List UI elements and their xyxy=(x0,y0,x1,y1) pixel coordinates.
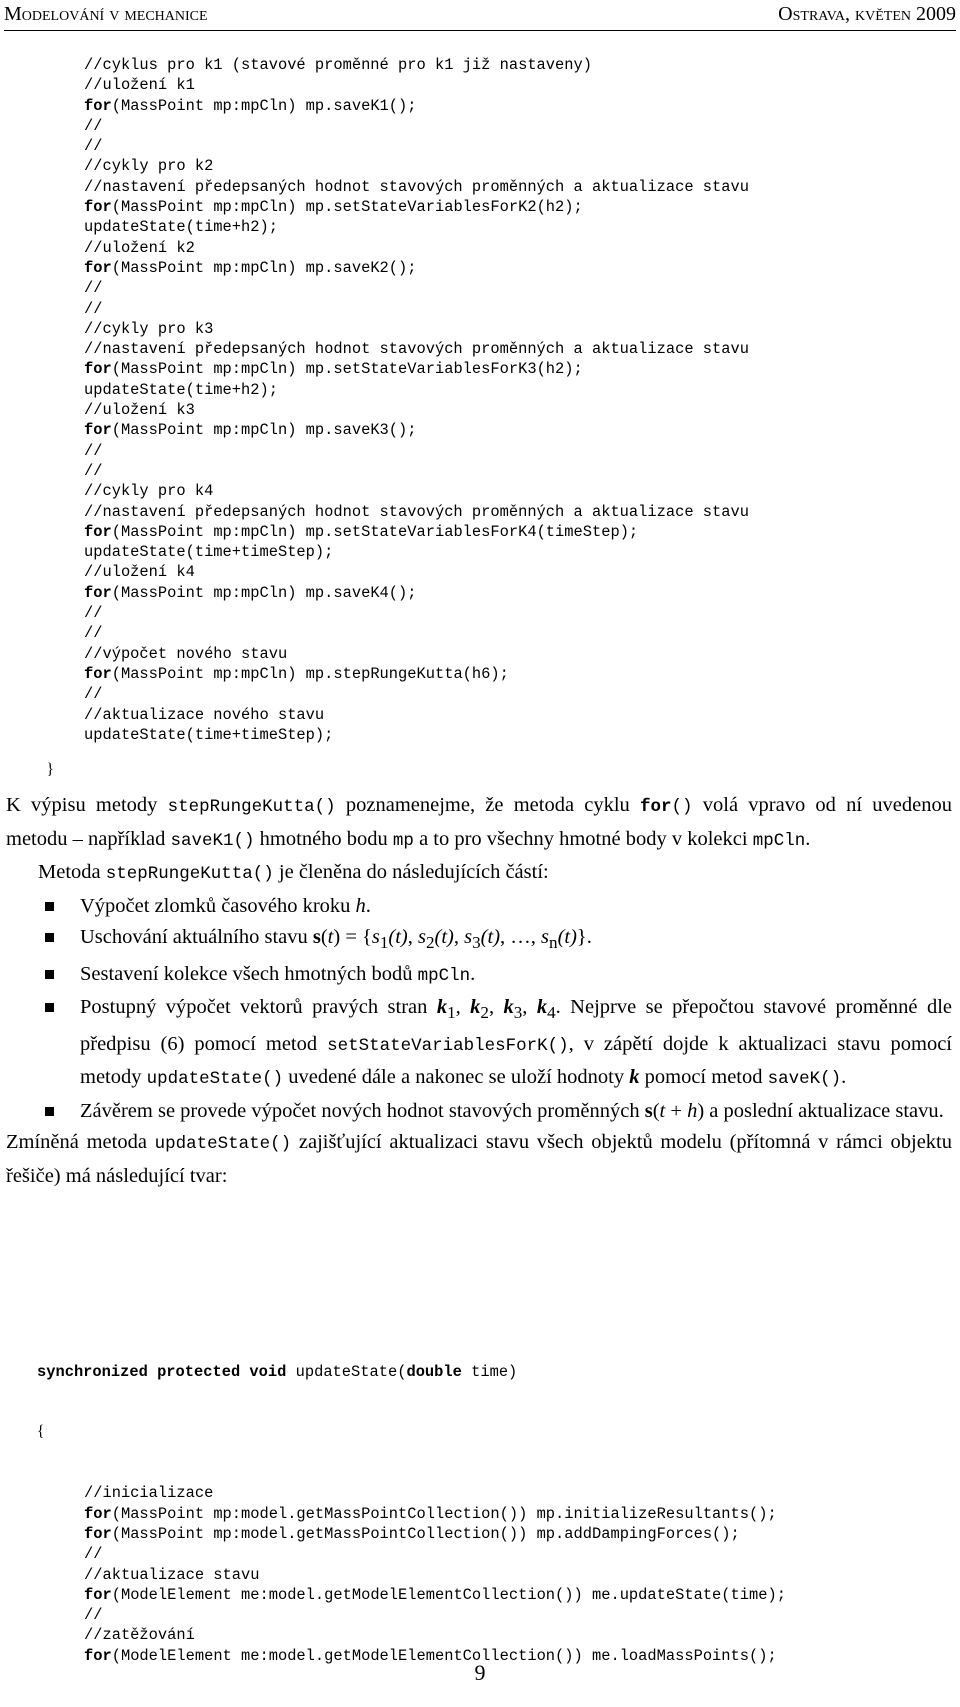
page-header xyxy=(4,0,956,31)
code-block-close-brace xyxy=(28,740,54,781)
bullet-item-3: Sestavení kolekce všech hmotných bodů mpCln. xyxy=(6,959,952,993)
code-line: //nastavení předepsaných hodnot stavových proměnných a aktualizace stavu xyxy=(84,177,749,196)
paragraph-3: Zmíněná metoda updateState() zajišťující aktualizaci stavu všech objektů modelu (přítomná v rámci objektu řešiče) má následující tvar: xyxy=(6,1131,952,1187)
code-line: //výpočet nového stavu xyxy=(84,644,288,663)
code-line: //aktualizace stavu xyxy=(84,1565,260,1584)
code-line: // xyxy=(84,685,103,704)
bullet-square-icon xyxy=(45,970,54,979)
code-line: //nastavení předepsaných hodnot stavových proměnných a aktualizace stavu xyxy=(84,502,749,521)
code-line: for(ModelElement me:model.getModelElementCollection()) me.updateState(time); xyxy=(84,1585,786,1604)
code-line: for(MassPoint mp:model.getMassPointCollection()) mp.addDampingForces(); xyxy=(84,1524,740,1543)
code-line: for(MassPoint mp:model.getMassPointCollection()) mp.initializeResultants(); xyxy=(84,1504,777,1523)
code-line: // xyxy=(84,604,103,623)
code-line: for(MassPoint mp:mpCln) mp.saveK4(); xyxy=(84,583,417,602)
inline-code: stepRungeKutta() xyxy=(167,797,336,817)
code-line: updateState(time+timeStep); xyxy=(84,543,334,562)
code-block-update-state xyxy=(37,1321,786,1686)
inline-code: saveK1() xyxy=(170,830,255,851)
code-line: for(MassPoint mp:mpCln) mp.saveK2(); xyxy=(84,258,417,277)
code-line: //cykly pro k2 xyxy=(84,157,214,176)
body-text xyxy=(6,790,952,1192)
code-line: //zatěžování xyxy=(84,1626,195,1645)
inline-code: setStateVariablesForK() xyxy=(327,1035,569,1056)
header-right: Ostrava, květen 2009 xyxy=(778,3,956,25)
code-line: for(MassPoint mp:mpCln) mp.setStateVariablesForK4(timeStep); xyxy=(84,522,639,541)
code-line: //aktualizace nového stavu xyxy=(84,705,325,724)
code-line: for(MassPoint mp:mpCln) mp.setStateVariablesForK3(h2); xyxy=(84,360,583,379)
page-number: 9 xyxy=(474,1660,486,1685)
code-line: for(ModelElement me:model.getModelElementCollection()) me.loadMassPoints(); xyxy=(84,1646,777,1665)
code-line: //inicializace xyxy=(84,1484,214,1503)
bullet-item-4: Postupný výpočet vektorů pravých stran $k_1$, $k_2$, $k_3$, $k_4$. Nejprve se přepočtou stavové proměnné dle předpisu (6) pomocí metod setStateVariablesForK(), v zápětí dojde k aktualizaci stavu pomocí metody updateState() uvedené dále a nakonec se uloží hodnoty k pomocí metod saveK(). xyxy=(6,992,952,1096)
header-left: Modelování v mechanice xyxy=(4,3,208,25)
bullet-square-icon xyxy=(45,1003,54,1012)
bullet-square-icon xyxy=(45,902,54,911)
code-line: //nastavení předepsaných hodnot stavových proměnných a aktualizace stavu xyxy=(84,340,749,359)
code-line: updateState(time+h2); xyxy=(84,218,278,237)
inline-code: updateState() xyxy=(154,1134,292,1155)
code-line: //cykly pro k3 xyxy=(84,319,214,338)
inline-code: saveK() xyxy=(767,1069,842,1090)
method-body xyxy=(37,1483,786,1666)
bullet-item-1: Výpočet zlomků časového kroku h. xyxy=(6,891,952,923)
inline-code: mpCln xyxy=(417,965,471,986)
code-line: // xyxy=(84,441,103,460)
code-line: // xyxy=(84,299,103,318)
bullet-square-icon xyxy=(45,933,54,942)
code-line: // xyxy=(84,137,103,156)
inline-code: mp xyxy=(392,830,414,851)
inline-code: updateState() xyxy=(146,1069,284,1090)
bullet-item-5: Závěrem se provede výpočet nových hodnot stavových proměnných s(t + h) a poslední aktualizace stavu. xyxy=(6,1096,952,1128)
paragraph-2: Metoda stepRungeKutta() je členěna do následujících částí: xyxy=(38,861,549,884)
bullet-square-icon xyxy=(45,1107,54,1116)
code-line: for(MassPoint mp:mpCln) mp.saveK3(); xyxy=(84,421,417,440)
code-line: //uložení k2 xyxy=(84,238,195,257)
paragraph-1: K výpisu metody stepRungeKutta() poznamenejme, že metoda cyklu for() volá vpravo od ní uvedenou metodu – například saveK1() hmotného bodu mp a to pro všechny hmotné body v kolekci mpCln. xyxy=(6,794,953,851)
code-line: // xyxy=(84,1606,103,1625)
code-line: // xyxy=(84,279,103,298)
code-line: //cykly pro k4 xyxy=(84,482,214,501)
inline-code: for() xyxy=(640,797,693,817)
code-line: //uložení k3 xyxy=(84,401,195,420)
code-line: for(MassPoint mp:mpCln) mp.saveK1(); xyxy=(84,96,417,115)
closing-brace: } xyxy=(46,761,54,779)
code-block-runge-kutta xyxy=(84,55,749,745)
code-line: // xyxy=(84,624,103,643)
code-line: updateState(time+h2); xyxy=(84,380,278,399)
code-line: //cyklus pro k1 (stavové proměnné pro k1 již nastaveny) xyxy=(84,56,592,74)
code-line: updateState(time+timeStep); xyxy=(84,725,334,744)
opening-brace: { xyxy=(37,1423,45,1441)
code-line: for(MassPoint mp:mpCln) mp.setStateVariablesForK2(h2); xyxy=(84,198,583,217)
inline-code: stepRungeKutta() xyxy=(105,864,274,884)
inline-code: mpCln xyxy=(752,830,806,851)
code-line: // xyxy=(84,1545,103,1564)
bullet-item-2: Uschování aktuálního stavu $s(t) = \{s_1(t)$, $s_2(t)$, $s_3(t)$, …, $s_n(t)$}. xyxy=(6,922,952,959)
code-line: //uložení k1 xyxy=(84,76,195,95)
code-line: for(MassPoint mp:mpCln) mp.stepRungeKutta(h6); xyxy=(84,664,509,683)
code-line: //uložení k4 xyxy=(84,563,195,582)
code-line: // xyxy=(84,461,103,480)
method-signature: synchronized protected void updateState(double time) xyxy=(37,1362,518,1381)
code-line: // xyxy=(84,116,103,135)
